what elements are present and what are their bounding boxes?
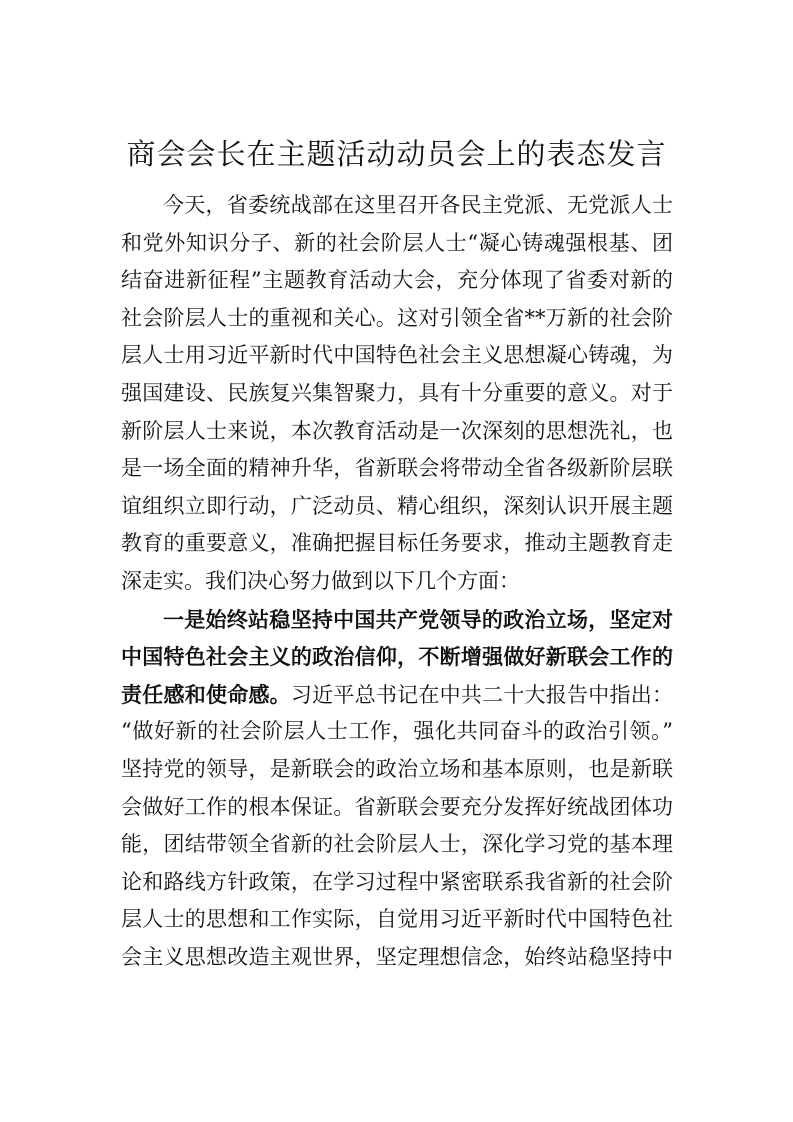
- text-line: 强国建设、民族复兴集智聚力，具有十分重要的意义。对于: [121, 380, 673, 405]
- text-line: 是一场全面的精神升华，省新联会将带动全省各级新阶层联: [121, 456, 673, 481]
- text-line: 今天，省委统战部在这里召开各民主党派、无党派人士: [163, 193, 673, 217]
- text-line: 谊组织立即行动，广泛动员、精心组织，深刻认识开展主题: [121, 493, 673, 518]
- text-line: 深走实。我们决心努力做到以下几个方面：: [121, 568, 520, 593]
- text-line: 结奋进新征程”主题教育活动大会，充分体现了省委对新的: [121, 268, 673, 293]
- mixed-line: [121, 676, 673, 714]
- text-line: 层人士的思想和工作实际，自觉用习近平新时代中国特色社: [121, 907, 673, 932]
- text-line: 和党外知识分子、新的社会阶层人士“凝心铸魂强根基、团: [121, 230, 673, 255]
- paragraph-1: [121, 187, 673, 601]
- text-line: 坚持党的领导，是新联会的政治立场和基本原则，也是新联: [121, 756, 673, 781]
- bold-heading-line: 中国特色社会主义的政治信仰，不断增强做好新联会工作的: [121, 644, 673, 670]
- bold-heading-line: 一是始终站稳坚持中国共产党领导的政治立场，坚定对: [163, 606, 673, 632]
- document-title: 商会会长在主题活动动员会上的表态发言: [126, 137, 667, 171]
- text-line: 论和路线方针政策，在学习过程中紧密联系我省新的社会阶: [121, 869, 673, 894]
- text-line: 会主义思想改造主观世界，坚定理想信念，始终站稳坚持中: [121, 944, 673, 969]
- text-line: 社会阶层人士的重视和关心。这对引领全省**万新的社会阶: [121, 305, 673, 330]
- text-line: 会做好工作的根本保证。省新联会要充分发挥好统战团体功: [121, 794, 673, 819]
- text-line: 新阶层人士来说，本次教育活动是一次深刻的思想洗礼，也: [121, 418, 673, 443]
- text-line: 能，团结带领全省新的社会阶层人士，深化学习党的基本理: [121, 832, 673, 857]
- text-segment: 习近平总书记在中共二十大报告中指出：: [290, 682, 674, 707]
- document-body: [121, 187, 673, 976]
- paragraph-2: [121, 601, 673, 977]
- bold-heading-end: 责任感和使命感。: [121, 681, 291, 707]
- text-line: 层人士用习近平新时代中国特色社会主义思想凝心铸魂，为: [121, 343, 673, 368]
- quote-line: “做好新的社会阶层人士工作，强化共同奋斗的政治引领。”: [121, 719, 673, 744]
- text-line: 教育的重要意义，准确把握目标任务要求，推动主题教育走: [121, 531, 673, 556]
